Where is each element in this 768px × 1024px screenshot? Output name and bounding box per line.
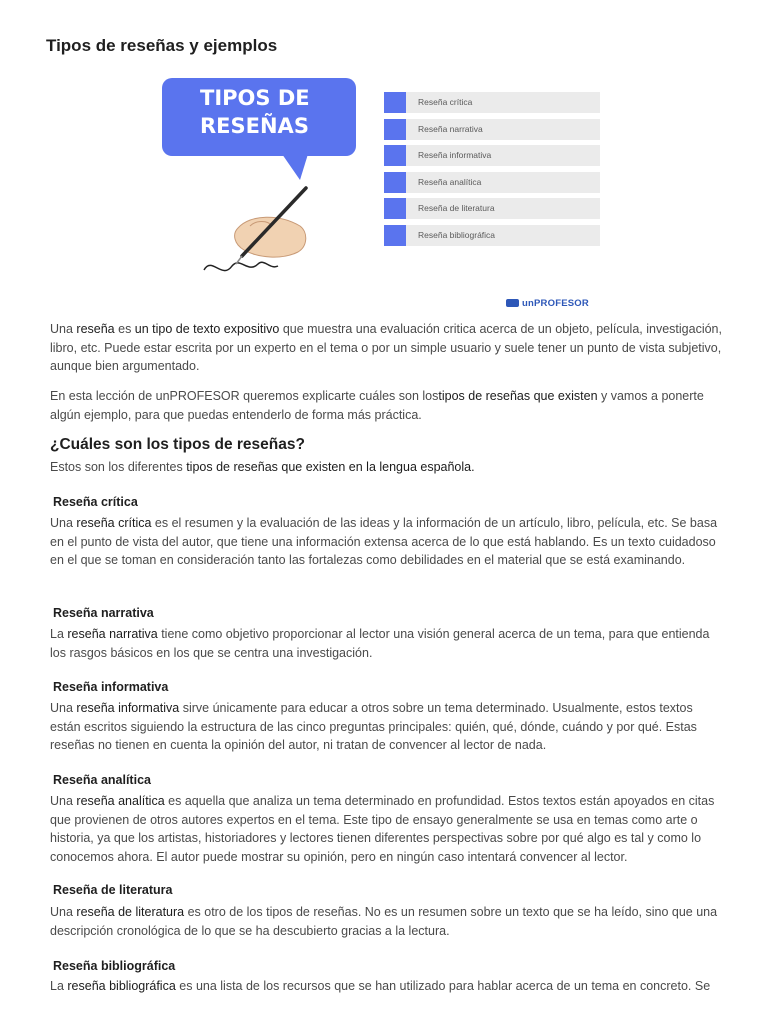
- intro-paragraph-1: [50, 320, 725, 376]
- text-run: Estos son los diferentes: [50, 460, 187, 474]
- review-body-critica: [50, 514, 725, 570]
- highlight-text: reseña de literatura: [76, 905, 185, 919]
- text-run: es otro de los tipos de reseñas. No es un resumen sobre un texto que se ha leído, sino que una descripción cronológica de lo que se ha descubierto gracias a la lectura.: [50, 905, 718, 938]
- type-label: Reseña de literatura: [418, 203, 495, 213]
- page-title: Tipos de reseñas y ejemplos: [46, 36, 278, 55]
- highlight-text: tipos de reseñas que existen en la lengua española.: [186, 460, 475, 474]
- review-heading-bibliografica: Reseña bibliográfica: [53, 959, 176, 973]
- review-body-bibliografica: [50, 977, 725, 994]
- type-label: Reseña analítica: [418, 176, 482, 187]
- review-body-analitica: [50, 792, 725, 866]
- type-marker: [384, 145, 406, 166]
- review-heading-critica: Reseña crítica: [53, 495, 138, 509]
- type-item: [384, 119, 600, 140]
- text-run: y vamos a ponerte algún ejemplo, para que puedas entenderlo de forma más práctica.: [50, 389, 704, 422]
- type-label: Reseña narrativa: [418, 123, 483, 134]
- review-type-list: [384, 92, 600, 251]
- type-item: [384, 198, 600, 219]
- type-marker: [384, 92, 406, 113]
- text-run: es aquella que analiza un tema determinado en profundidad. Estos textos están apoyados en citas que provienen de otros autores expertos en el tema. Este tipo de ensayo generalmente se usa en temas como arte o historia, ya que los artistas, historiadores y lectores tienen diferentes perspectivas sobre por qué algo es tal y como lo conocemos ahora. El autor puede mostrar su opinión, pero en ningún caso intentará convencer al lector.: [50, 794, 715, 864]
- review-heading-narrativa: Reseña narrativa: [53, 606, 154, 620]
- review-heading-analitica: Reseña analítica: [53, 773, 151, 787]
- bubble-line-2: RESEÑAS: [200, 114, 309, 138]
- intro-paragraph-2: [50, 387, 725, 424]
- speech-bubble: [162, 78, 356, 156]
- review-body-informativa: [50, 699, 725, 755]
- highlight-text: reseña informativa: [76, 701, 180, 715]
- text-run: La: [50, 627, 68, 641]
- review-body-literatura: [50, 903, 725, 940]
- unprofesor-logo: [506, 298, 589, 309]
- highlight-text: reseña analítica: [76, 794, 165, 808]
- type-marker: [384, 172, 406, 193]
- highlight-text: tipos de reseñas que existen: [438, 389, 598, 403]
- type-label: Reseña crítica: [418, 97, 473, 107]
- text-run: Una: [50, 701, 77, 715]
- type-item: [384, 225, 600, 246]
- highlight-text: un tipo de texto expositivo: [134, 322, 280, 336]
- text-run: sirve únicamente para educar a otros sobre un tema determinado. Usualmente, estos textos están escritos siguiendo la estructura de las cinco preguntas principales: quién, qué, dónde, cuándo y por qué. Estas reseñas no tienen en cuenta la opinión del autor, ni tratan de convencer al lector de nada.: [50, 701, 697, 752]
- types-infographic: [160, 76, 600, 316]
- type-item: [384, 92, 600, 113]
- type-item: [384, 145, 600, 166]
- review-body-narrativa: [50, 625, 725, 662]
- text-run: es: [114, 322, 135, 336]
- review-heading-informativa: Reseña informativa: [53, 680, 169, 694]
- text-run: Una: [50, 322, 77, 336]
- section-lead: [50, 458, 725, 477]
- text-run: En esta lección de unPROFESOR queremos explicarte cuáles son los: [50, 389, 439, 403]
- text-run: Una: [50, 905, 77, 919]
- review-heading-literatura: Reseña de literatura: [53, 883, 173, 897]
- text-run: que muestra una evaluación critica acerca de un objeto, película, investigación, libro, etc. Puede estar escrita por un experto en el tema o por un simple usuario y suele tener un punto de vista subjetivo, aunque bien argumentado.: [50, 322, 722, 373]
- type-label: Reseña bibliográfica: [418, 229, 496, 240]
- writing-hand-icon: [198, 186, 328, 286]
- type-marker: [384, 225, 406, 246]
- bubble-line-1: TIPOS DE: [200, 86, 310, 110]
- text-run: La: [50, 979, 68, 993]
- highlight-text: reseña bibliográfica: [67, 979, 176, 993]
- type-label: Reseña informativa: [418, 150, 492, 160]
- text-run: es una lista de los recursos que se han utilizado para hablar acerca de un tema en concreto. Se: [175, 979, 711, 993]
- bubble-tail-icon: [278, 154, 318, 182]
- type-marker: [384, 119, 406, 140]
- type-item: [384, 172, 600, 193]
- logo-text: unPROFESOR: [522, 298, 589, 309]
- text-run: tiene como objetivo proporcionar al lector una visión general acerca de un tema, para que entienda los rasgos básicos en los que se centra una investigación.: [50, 627, 710, 660]
- text-run: es el resumen y la evaluación de las ideas y la información de un artículo, libro, película, etc. Se basa en el punto de vista del autor, que tiene una información extensa acerca de lo que está hablando. Es un texto cuidadoso en el que se toman en consideración tanto las fortalezas como debilidades en el material que se está examinando.: [50, 516, 718, 567]
- logo-icon: [506, 299, 519, 307]
- text-run: Una: [50, 516, 77, 530]
- highlight-text: reseña crítica: [76, 516, 152, 530]
- highlight-text: reseña: [76, 322, 115, 336]
- type-marker: [384, 198, 406, 219]
- text-run: Una: [50, 794, 77, 808]
- highlight-text: reseña narrativa: [67, 627, 158, 641]
- section-heading: ¿Cuáles son los tipos de reseñas?: [50, 436, 305, 453]
